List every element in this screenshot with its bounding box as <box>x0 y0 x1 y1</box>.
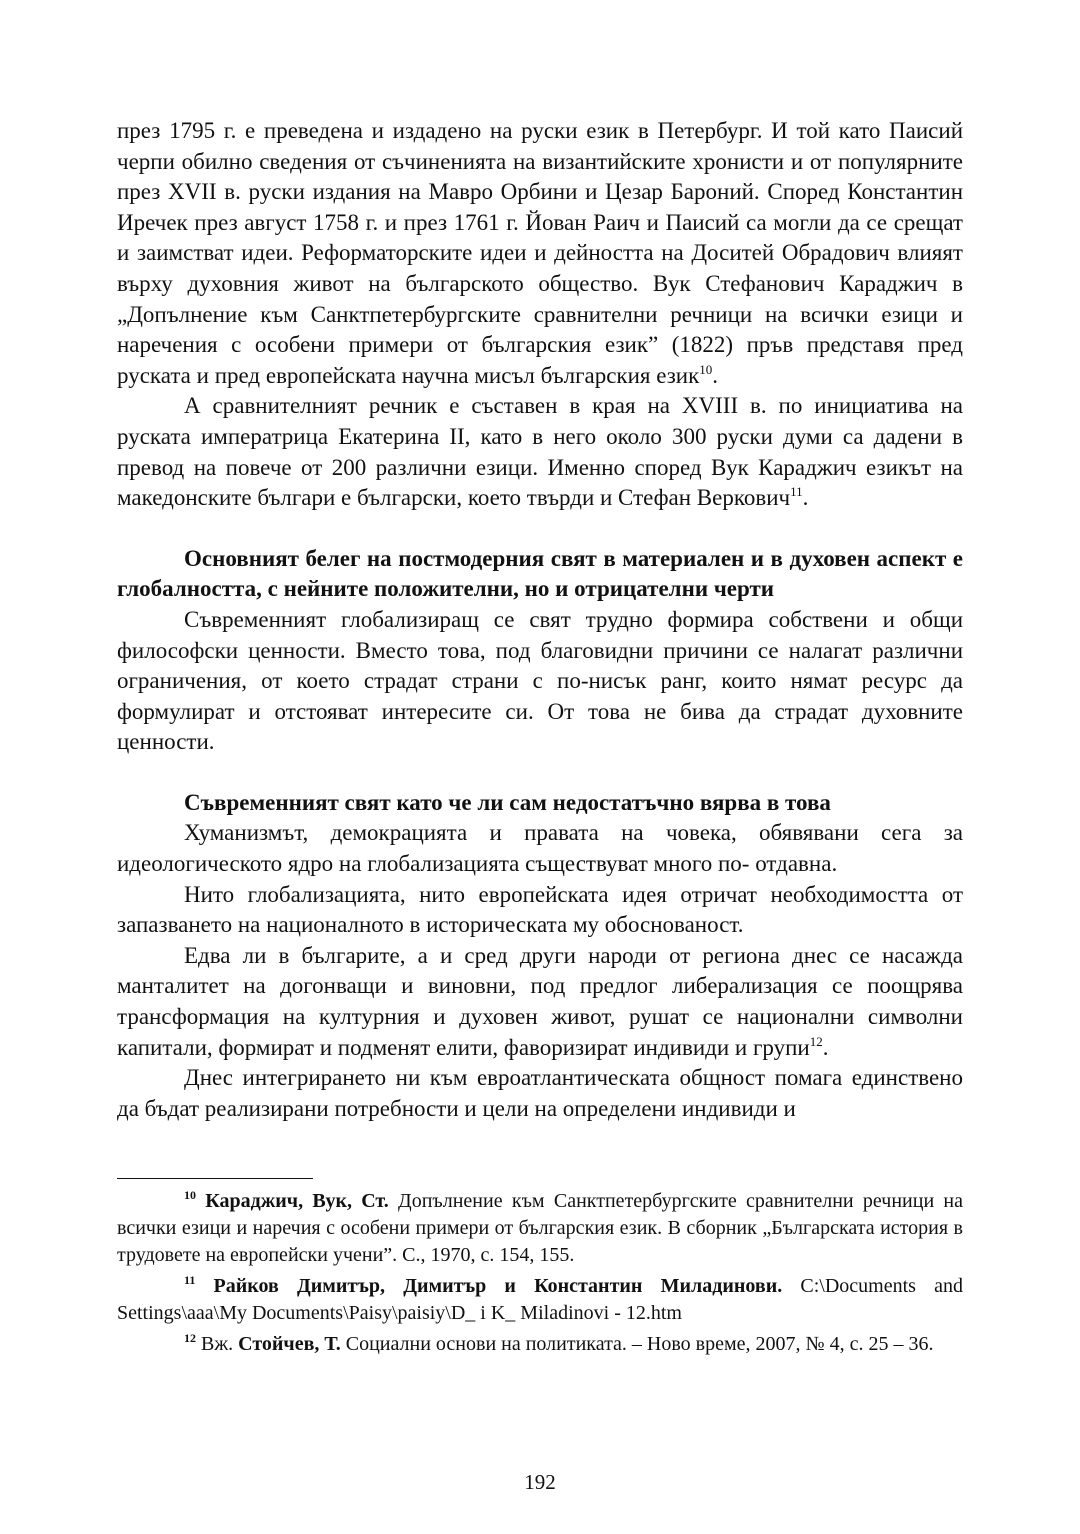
paragraph-2: А сравнителният речник е съставен в края на XVIII в. по инициатива на руската императрица Екатерина II, като в него около 300 руски думи са дадени в превод на повече от 200 различни езици. Именно според Вук Караджич езикът на македонските българи е български, което твърди и Стефан Веркович$^{11}$. <box>117 393 963 511</box>
footnote-number: 12 <box>184 1331 196 1345</box>
section-heading-2: Съвременният свят като че ли сам недостатъчно вярва в това <box>184 789 831 815</box>
footnote-author: Райков Димитър, Димитър и Константин Миладинови. <box>213 1275 783 1297</box>
page-number: 192 <box>524 1470 556 1494</box>
footnote-12: $^{12}$ Вж. Стойчев, Т. Социални основи на политиката. – Ново време, 2007, № 4, с. 25 – 36. <box>184 1331 934 1355</box>
footnotes <box>117 1188 963 1362</box>
footnote-author: Стойчев, Т. <box>238 1333 341 1355</box>
section-heading-1: Основният белег на постмодерния свят в материален и в духовен аспект е глобалността, с нейните положителни, но и отрицателни черти <box>117 545 963 602</box>
paragraph-3: Съвременният глобализиращ се свят трудно формира собствени и общи философски ценности. Вместо това, под благовидни причини се налагат различни ограничения, от което страдат страни с по-нисък ранг, които нямат ресурс да формулират и отстояват интересите си. От това не бива да страдат духовните ценности. <box>117 606 963 755</box>
footnote-number: 10 <box>184 1188 196 1202</box>
paragraph-6: Едва ли в българите, а и сред други народи от региона днес се насажда манталитет на догонващи и виновни, под предлог либерализация се поощрява трансформация на културния и духовен живот, рушат се национални символни капитали, формират и подменят елити, фаворизират индивиди и групи$^{12}$. <box>117 942 963 1060</box>
paragraph-1: през 1795 г. е преведена и издадено на руски език в Петербург. И той като Паисий черпи обилно сведения от съчиненията на византийските хронисти и от популярните през XVII в. руски издания на Мавро Орбини и Цезар Бароний. Според Константин Иречек през август 1758 г. и през 1761 г. Йован Раич и Паисий са могли да се срещат и заимстват идеи. Реформаторските идеи и дейността на Доситей Обрадович влияят върху духовния живот на българското общество. Вук Стефанович Караджич в „Допълнение към Санктпетербургските сравнителни речници на всички езици и наречения с особени примери от българския език” (1822) пръв представя пред руската и пред европейската научна мисъл българския език$^{10}$. <box>117 118 963 388</box>
footnote-ref-10[interactable]: 10 <box>699 361 713 377</box>
footnote-ref-12[interactable]: 12 <box>809 1033 823 1049</box>
footnote-separator <box>117 1178 313 1179</box>
footnote-ref-11[interactable]: 11 <box>790 484 803 500</box>
footnote-10: $^{10}$ Караджич, Вук, Ст. Допълнение към Санктпетербургските сравнителни речници на всички езици и наречия с особени примери от българския език. В сборник „Българската история в трудовете на европейски учени”. С., 1970, с. 154, 155. <box>117 1188 964 1266</box>
paragraph-7: Днес интегрирането ни към евроатлантическата общност помага единствено да бъдат реализирани потребности и цели на определени индивиди и <box>117 1065 963 1121</box>
paragraph-4: Хуманизмът, демокрацията и правата на човека, обявявани сега за идеологическото ядро на глобализацията съществуват много по- отдавна. <box>117 820 963 877</box>
footnote-11: $^{11}$ Райков Димитър, Димитър и Константин Миладинови. C:\Documents and Settings\aaa\My Documents\Paisy\paisiy\D_ i K_ Miladinovi - 12.htm <box>117 1273 963 1324</box>
footnote-number: 11 <box>184 1273 196 1287</box>
footnote-author: Караджич, Вук, Ст. <box>205 1190 389 1212</box>
paragraph-5: Нито глобализацията, нито европейската идея отричат необходимостта от запазването на националното в историческата му обоснованост. <box>117 881 963 938</box>
main-text <box>117 116 963 1124</box>
